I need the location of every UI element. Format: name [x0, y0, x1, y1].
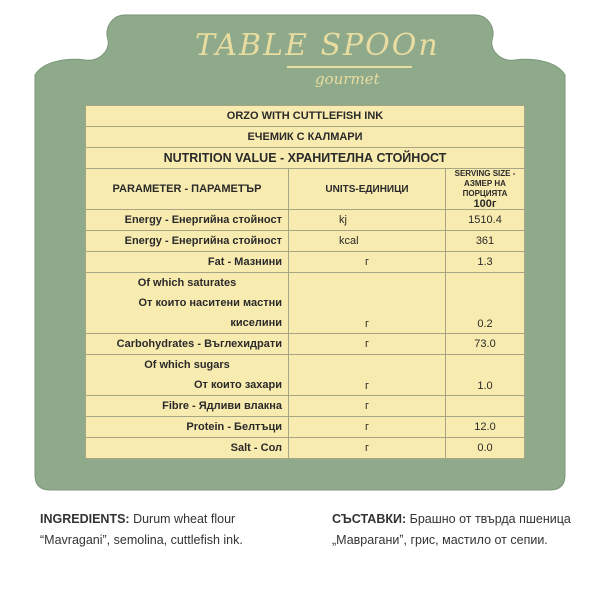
- ingredients-en-label: INGREDIENTS:: [40, 512, 130, 526]
- ingredients-bg-label: СЪСТАВКИ:: [332, 512, 407, 526]
- table-row: [86, 273, 525, 334]
- row-unit: г: [289, 355, 446, 396]
- row-unit: kcal: [289, 231, 446, 252]
- row-value: 0.2: [446, 273, 525, 334]
- ingredients-en: [40, 509, 300, 551]
- row-value: 73.0: [446, 334, 525, 355]
- product-title-en: ORZO WITH CUTTLEFISH INK: [86, 106, 525, 127]
- row-value: 12.0: [446, 417, 525, 438]
- row-unit: kj: [289, 210, 446, 231]
- row-parameter: Energy - Енергийна стойност: [86, 210, 289, 231]
- header-serving-label: SERVING SIZE - АЗМЕР НА ПОРЦИЯТА: [454, 169, 516, 198]
- header-serving-value: 100г: [473, 198, 497, 210]
- row-unit: г: [289, 438, 446, 459]
- row-parameter: Salt - Сол: [86, 438, 289, 459]
- table-row: [86, 355, 525, 396]
- logo-main-text: TABLE SPOOn: [195, 28, 440, 63]
- section-row: [86, 148, 525, 169]
- spoon-line: [287, 66, 412, 68]
- row-parameter: Carbohydrates - Въглехидрати: [86, 334, 289, 355]
- logo-sub-text: gourmet: [315, 70, 380, 88]
- row-value: 0.0: [446, 438, 525, 459]
- table-row: [86, 231, 525, 252]
- row-unit: г: [289, 396, 446, 417]
- header-units: UNITS-ЕДИНИЦИ: [289, 169, 446, 210]
- row-parameter: Energy - Енергийна стойност: [86, 231, 289, 252]
- brand-logo: [195, 28, 440, 98]
- row-parameter-line1: Of which sugars: [144, 359, 230, 371]
- table-row: [86, 396, 525, 417]
- ingredients-bg: [332, 509, 582, 551]
- row-value: [446, 396, 525, 417]
- row-unit: г: [289, 273, 446, 334]
- row-parameter: [86, 273, 289, 334]
- header-parameter: PARAMETER - ПАРАМЕТЪР: [86, 169, 289, 210]
- nutrition-table: [85, 105, 525, 459]
- title-row-en: [86, 106, 525, 127]
- table-row: [86, 334, 525, 355]
- row-parameter-line1: Of which saturates: [137, 277, 237, 289]
- header-row: [86, 169, 525, 210]
- row-value: 1510.4: [446, 210, 525, 231]
- table-row: [86, 210, 525, 231]
- ingredients-en-text: Durum wheat flour “Mavragani”, semolina, cuttlefish ink.: [40, 512, 243, 547]
- section-title: NUTRITION VALUE - ХРАНИТЕЛНА СТОЙНОСТ: [86, 148, 525, 169]
- table-row: [86, 417, 525, 438]
- row-unit: г: [289, 252, 446, 273]
- row-parameter: Fat - Мазнини: [86, 252, 289, 273]
- title-row-bg: [86, 127, 525, 148]
- row-parameter: [86, 355, 289, 396]
- header-serving: [446, 169, 525, 210]
- row-parameter: Fibre - Ядливи влакна: [86, 396, 289, 417]
- row-unit: г: [289, 334, 446, 355]
- row-value: 1.3: [446, 252, 525, 273]
- row-parameter-line2: От които захари: [193, 379, 282, 391]
- ingredients-bg-text: Брашно от твърда пшеница „Мавраганиˮ, грис, мастило от сепии.: [332, 512, 571, 547]
- table-row: [86, 252, 525, 273]
- product-title-bg: ЕЧЕМИК С КАЛМАРИ: [86, 127, 525, 148]
- row-unit: г: [289, 417, 446, 438]
- row-value: 1.0: [446, 355, 525, 396]
- row-parameter-line2: От които наситени мастни киселини: [138, 297, 282, 329]
- table-row: [86, 438, 525, 459]
- row-value: 361: [446, 231, 525, 252]
- row-parameter: Protein - Белтъци: [86, 417, 289, 438]
